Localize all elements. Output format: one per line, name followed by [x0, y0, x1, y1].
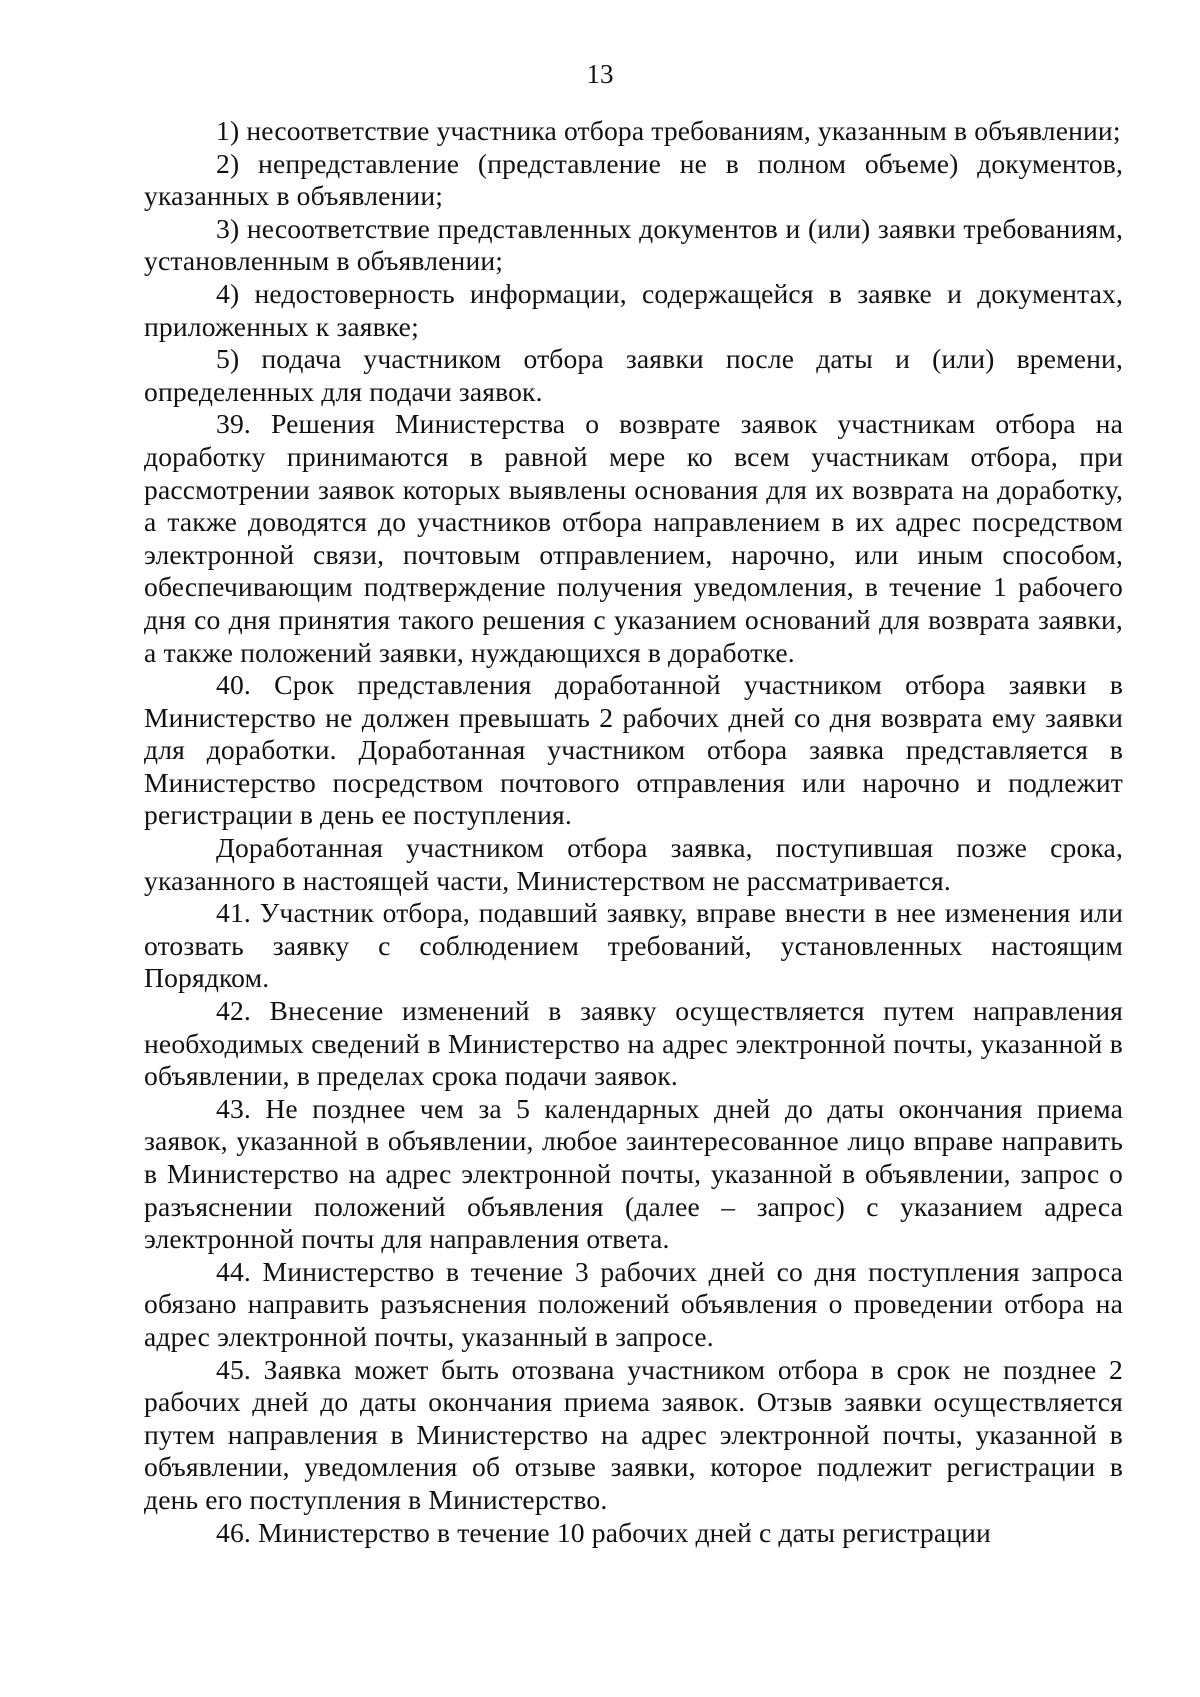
paragraph-item-2: 2) непредставление (представление не в полном объеме) документов, указанных в объявлении;: [144, 147, 1123, 212]
paragraph-40-continuation: Доработанная участником отбора заявка, поступившая позже срока, указанного в настоящей части, Министерством не рассматривается.: [144, 832, 1123, 896]
paragraph-39: 39. Решения Министерства о возврате заявок участникам отбора на доработку принимаются в равной мере ко всем участникам отбора, при рассмотрении заявок которых выявлены основания для их возврата на доработку, а также доводятся до участников отбора направлением в их адрес посредством электронной связи, почтовым отправлением, нарочно, или иным способом, обеспечивающим подтверждение получения уведомления, в течение 1 рабочего дня со дня принятия такого решения с указанием оснований для возврата заявки, а также положений заявки, нуждающихся в доработке.: [144, 408, 1123, 668]
paragraph-item-3: 3) несоответствие представленных документов и (или) заявки требованиям, установленным в объявлении;: [144, 212, 1123, 277]
paragraph-item-5: 5) подача участником отбора заявки после даты и (или) времени, определенных для подачи заявок.: [144, 343, 1123, 407]
document-body: [144, 115, 1123, 1549]
paragraph-42: 42. Внесение изменений в заявку осуществляется путем направления необходимых сведений в Министерство на адрес электронной почты, указанной в объявлении, в пределах срока подачи заявок.: [144, 995, 1123, 1092]
paragraph-45: 45. Заявка может быть отозвана участником отбора в срок не позднее 2 рабочих дней до даты окончания приема заявок. Отзыв заявки осуществляется путем направления в Министерство на адрес электронной почты, указанной в объявлении, уведомления об отзыве заявки, которое подлежит регистрации в день его поступления в Министерство.: [144, 1353, 1123, 1515]
paragraph-item-1: 1) несоответствие участника отбора требованиям, указанным в объявлении;: [216, 115, 1121, 146]
page-number: 13: [586, 59, 614, 89]
paragraph-44: 44. Министерство в течение 3 рабочих дней со дня поступления запроса обязано направить разъяснения положений объявления о проведении отбора на адрес электронной почты, указанный в запросе.: [144, 1255, 1123, 1352]
paragraph-item-4: 4) недостоверность информации, содержащейся в заявке и документах, приложенных к заявке;: [144, 277, 1123, 342]
paragraph-41: 41. Участник отбора, подавший заявку, вправе внести в нее изменения или отозвать заявку с соблюдением требований, установленных настоящим Порядком.: [144, 897, 1123, 994]
paragraph-40: 40. Срок представления доработанной участником отбора заявки в Министерство не должен превышать 2 рабочих дней со дня возврата ему заявки для доработки. Доработанная участником отбора заявка представляется в Министерство посредством почтового отправления или нарочно и подлежит регистрации в день ее поступления.: [144, 669, 1123, 831]
paragraph-43: 43. Не позднее чем за 5 календарных дней до даты окончания приема заявок, указанной в объявлении, любое заинтересованное лицо вправе направить в Министерство на адрес электронной почты, указанной в объявлении, запрос о разъяснении положений объявления (далее – запрос) с указанием адреса электронной почты для направления ответа.: [144, 1092, 1123, 1255]
paragraph-46: 46. Министерство в течение 10 рабочих дней с даты регистрации: [216, 1516, 991, 1548]
